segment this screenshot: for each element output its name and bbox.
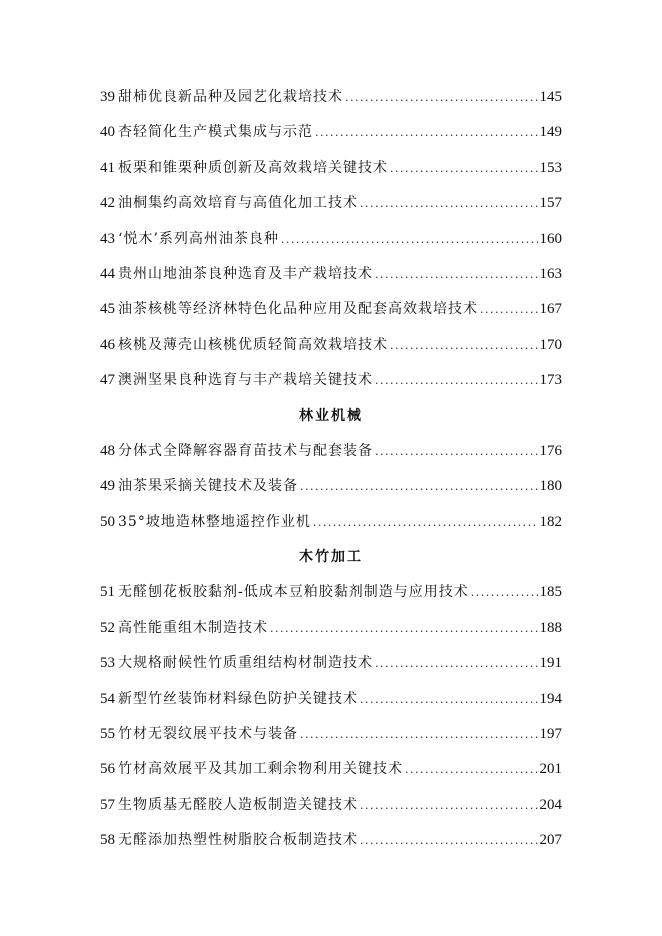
toc-entry[interactable] <box>100 438 562 473</box>
entry-number: 46 <box>100 336 115 353</box>
toc-entry[interactable] <box>100 190 562 225</box>
dot-leader <box>390 156 538 182</box>
entry-number: 47 <box>100 372 115 389</box>
entry-title: 油茶果采摘关键技术及装备 <box>118 478 298 495</box>
toc-entry[interactable] <box>100 615 562 650</box>
toc-entry[interactable] <box>100 579 562 614</box>
toc-entry[interactable] <box>100 473 562 508</box>
entry-number: 44 <box>100 265 115 282</box>
section-heading: 林业机械 <box>299 407 363 424</box>
entry-page-number: 191 <box>539 655 562 672</box>
dot-leader <box>480 297 538 323</box>
entry-page-number: 163 <box>539 265 562 282</box>
dot-leader <box>315 120 538 146</box>
entry-page-number: 176 <box>539 442 562 459</box>
dot-leader <box>281 227 538 253</box>
entry-page-number: 170 <box>539 336 562 353</box>
entry-title: 竹材无裂纹展平技术与装备 <box>118 726 298 743</box>
entry-page-number: 153 <box>539 159 562 176</box>
entry-number: 42 <box>100 195 115 212</box>
entry-title: 35°坡地造林整地遥控作业机 <box>118 513 311 530</box>
entry-number: 58 <box>100 832 115 849</box>
dot-leader <box>313 510 538 536</box>
entry-title: 甜柿优良新品种及园艺化栽培技术 <box>118 89 343 105</box>
entry-number: 39 <box>100 89 115 105</box>
dot-leader <box>270 616 538 642</box>
toc-entry[interactable] <box>100 721 562 756</box>
dot-leader <box>375 651 538 677</box>
toc-entry[interactable] <box>100 367 562 402</box>
toc-entry[interactable] <box>100 792 562 827</box>
entry-number: 41 <box>100 159 115 176</box>
dot-leader <box>471 580 538 606</box>
entry-title: 油茶核桃等经济林特色化品种应用及配套高效栽培技术 <box>118 301 478 318</box>
toc-entry[interactable] <box>100 756 562 791</box>
toc-entry[interactable] <box>100 261 562 296</box>
dot-leader <box>360 793 538 819</box>
entry-title: ‘悦木’系列高州油茶良种 <box>118 230 279 247</box>
entry-number: 49 <box>100 478 115 495</box>
section-heading: 木竹加工 <box>299 549 363 566</box>
entry-page-number: 194 <box>539 690 562 707</box>
toc-entry[interactable] <box>100 155 562 190</box>
toc-entry[interactable] <box>100 827 562 862</box>
entry-number: 56 <box>100 761 115 778</box>
dot-leader <box>375 368 538 394</box>
dot-leader <box>360 191 538 217</box>
entry-number: 50 <box>100 513 115 530</box>
entry-title: 竹材高效展平及其加工剩余物利用关键技术 <box>118 761 403 778</box>
entry-title: 生物质基无醛胶人造板制造关键技术 <box>118 796 358 813</box>
dot-leader <box>405 757 538 783</box>
entry-page-number: 197 <box>539 726 562 743</box>
table-of-contents <box>100 84 562 863</box>
entry-number: 43 <box>100 230 115 247</box>
entry-page-number: 201 <box>539 761 562 778</box>
entry-number: 53 <box>100 655 115 672</box>
toc-entry[interactable] <box>100 84 562 119</box>
entry-title: 无醛刨花板胶黏剂-低成本豆粕胶黏剂制造与应用技术 <box>118 584 469 601</box>
entry-page-number: 157 <box>539 195 562 212</box>
dot-leader <box>300 474 538 500</box>
entry-page-number: 188 <box>539 619 562 636</box>
entry-number: 55 <box>100 726 115 743</box>
entry-page-number: 167 <box>539 301 562 318</box>
dot-leader <box>375 262 538 288</box>
entry-number: 48 <box>100 442 115 459</box>
toc-entry[interactable] <box>100 332 562 367</box>
entry-page-number: 204 <box>539 796 562 813</box>
entry-number: 51 <box>100 584 115 601</box>
entry-number: 52 <box>100 619 115 636</box>
toc-entry[interactable] <box>100 119 562 154</box>
entry-page-number: 185 <box>539 584 562 601</box>
entry-page-number: 145 <box>539 89 562 105</box>
dot-leader <box>390 333 538 359</box>
entry-title: 大规格耐候性竹质重组结构材制造技术 <box>118 655 373 672</box>
entry-number: 54 <box>100 690 115 707</box>
dot-leader <box>360 687 538 713</box>
entry-title: 无醛添加热塑性树脂胶合板制造技术 <box>118 832 358 849</box>
dot-leader <box>345 85 538 111</box>
dot-leader <box>360 828 538 854</box>
toc-entry[interactable] <box>100 650 562 685</box>
entry-title: 板栗和锥栗种质创新及高效栽培关键技术 <box>118 159 388 176</box>
dot-leader <box>375 439 538 465</box>
entry-number: 40 <box>100 124 115 141</box>
entry-title: 贵州山地油茶良种选育及丰产栽培技术 <box>118 265 373 282</box>
entry-number: 45 <box>100 301 115 318</box>
toc-entry[interactable] <box>100 509 562 544</box>
entry-title: 核桃及薄壳山核桃优质轻简高效栽培技术 <box>118 336 388 353</box>
toc-entry[interactable] <box>100 226 562 261</box>
entry-page-number: 149 <box>539 124 562 141</box>
dot-leader <box>300 722 538 748</box>
entry-title: 杏轻简化生产模式集成与示范 <box>118 124 313 141</box>
entry-title: 油桐集约高效培育与高值化加工技术 <box>118 195 358 212</box>
entry-page-number: 180 <box>539 478 562 495</box>
entry-title: 分体式全降解容器育苗技术与配套装备 <box>118 442 373 459</box>
entry-number: 57 <box>100 796 115 813</box>
entry-page-number: 182 <box>539 513 562 530</box>
toc-entry[interactable] <box>100 686 562 721</box>
entry-page-number: 173 <box>539 372 562 389</box>
toc-entry[interactable] <box>100 296 562 331</box>
entry-title: 高性能重组木制造技术 <box>118 619 268 636</box>
entry-title: 澳洲坚果良种选育与丰产栽培关键技术 <box>118 372 373 389</box>
entry-page-number: 160 <box>539 230 562 247</box>
entry-title: 新型竹丝装饰材料绿色防护关键技术 <box>118 690 358 707</box>
entry-page-number: 207 <box>539 832 562 849</box>
